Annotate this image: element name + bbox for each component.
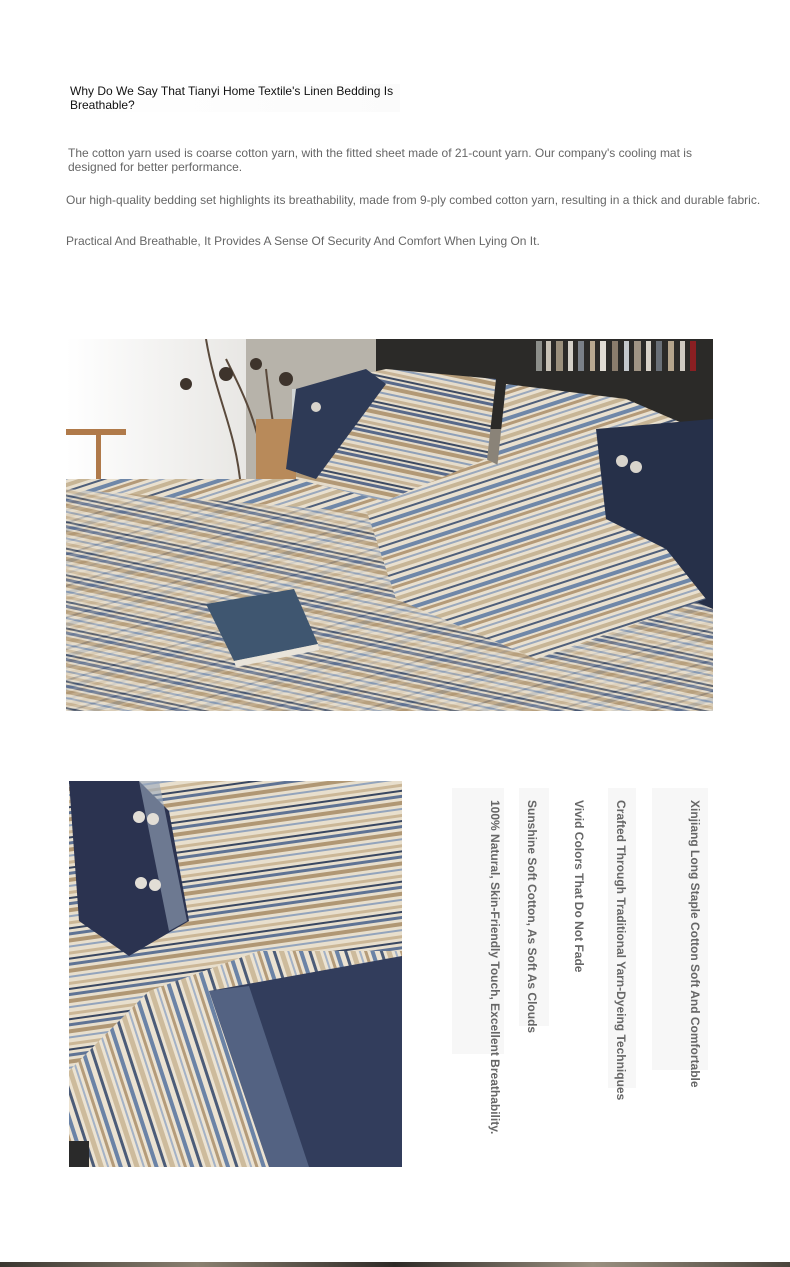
article-title: Why Do We Say That Tianyi Home Textile's Linen Bedding Is Breathable? [70, 84, 400, 112]
bedding-detail-photo [69, 781, 402, 1167]
feature-3-text: Vivid Colors That Do Not Fade [572, 800, 586, 973]
feature-2-text: Crafted Through Traditional Yarn-Dyeing Techniques [614, 800, 628, 1101]
feature-4-text: Sunshine Soft Cotton, As Soft As Clouds [525, 800, 539, 1034]
paragraph-comfort: Practical And Breathable, It Provides A Sense Of Security And Comfort When Lying On It. [66, 234, 540, 248]
feature-1-text: Xinjiang Long Staple Cotton Soft And Comfortable [688, 800, 702, 1088]
bedroom-photo [66, 339, 713, 711]
feature-5-text: 100% Natural, Skin-Friendly Touch, Excellent Breathability. [488, 800, 502, 1135]
paragraph-bedding-set: Our high-quality bedding set highlights its breathability, made from 9-ply combed cotton yarn, resulting in a thick and durable fabric. [66, 193, 761, 207]
paragraph-yarn: The cotton yarn used is coarse cotton yarn, with the fitted sheet made of 21-count yarn. Our company's cooling mat is designed for better performance. [68, 146, 692, 174]
next-photo-edge [0, 1262, 790, 1267]
